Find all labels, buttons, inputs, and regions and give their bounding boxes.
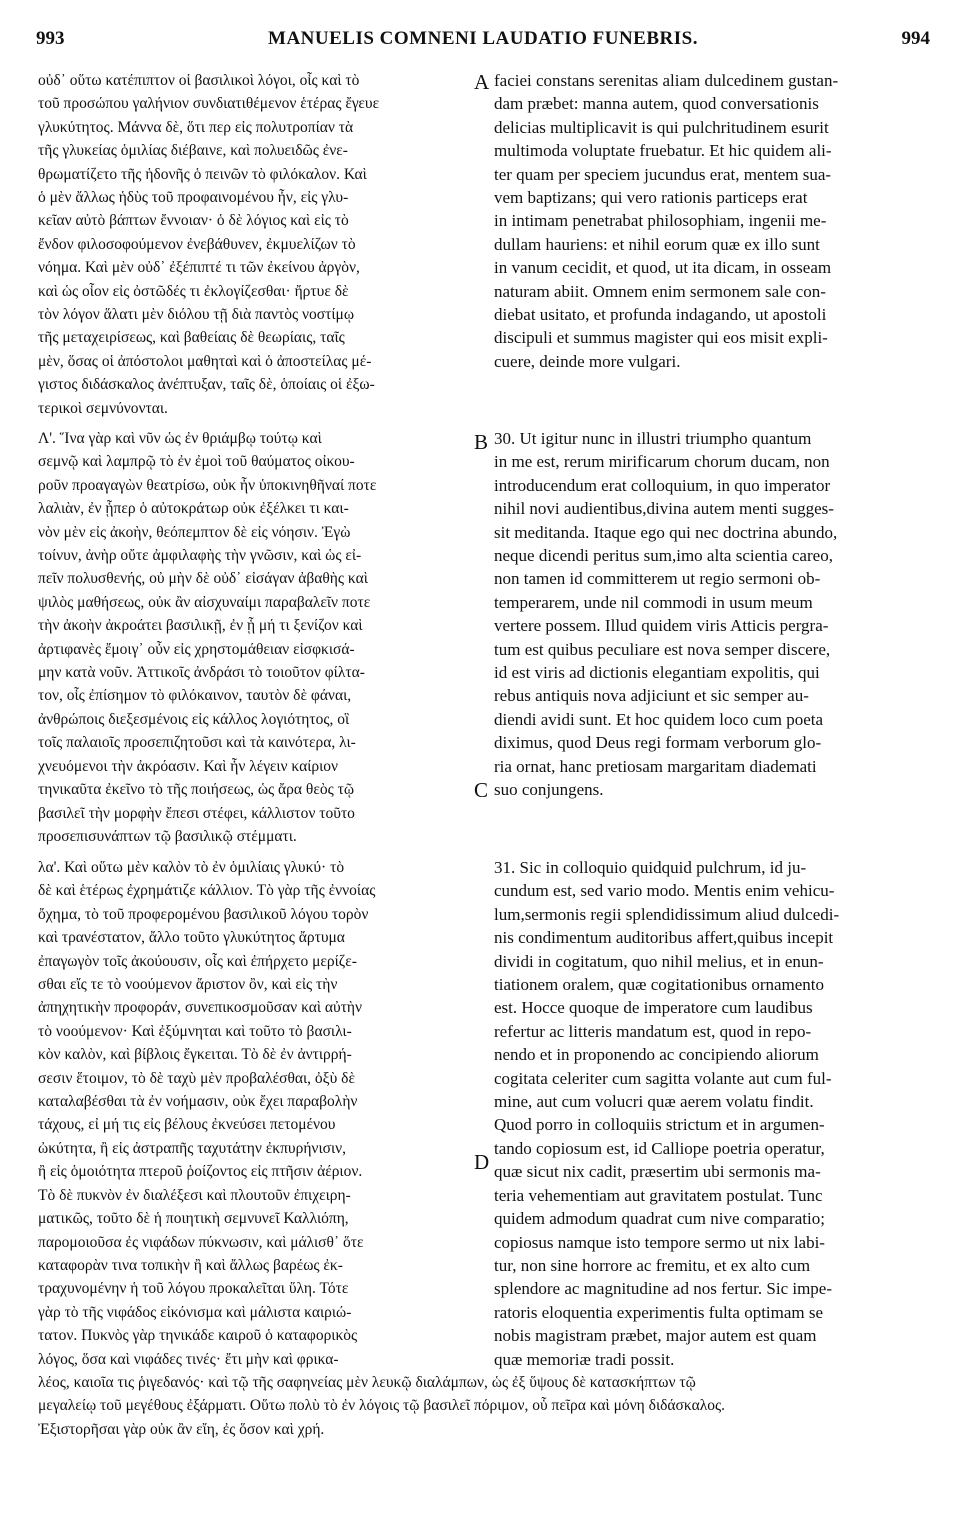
text-line: ἢ εἰς ὁμοιότητα πτεροῦ ῥοίζοντος εἰς πτῆσιν ἀέριον. xyxy=(38,1163,363,1181)
text-line: cuere, deinde more vulgari. xyxy=(494,351,681,371)
text-line: mine, aut cum volucri quæ aerem volatu findit. xyxy=(494,1092,814,1112)
text-line: λέος, καιοῖα τις ῥιγεδανός· καὶ τῷ τῆς σαφηνείας μὲν λευκῷ διαλάμπων, ὡς ἐξ ὕψους δὲ κατασκήπτων τῷ xyxy=(38,1374,696,1391)
text-line: quidem admodum quadrat cum nive comparatio; xyxy=(494,1209,825,1229)
text-line: dullam hauriens: et nihil eorum quæ ex illo sunt xyxy=(494,234,820,254)
text-line: Τὸ δὲ πυκνὸν ἐν διαλέξεσι καὶ πλουτοῦν ἐπιχειρη- xyxy=(38,1186,351,1204)
text-line: τῆς γλυκείας ὁμιλίας διέβαινε, καὶ πολυειδῶς ἐνε- xyxy=(38,142,348,160)
text-line: τηνικαῦτα ἐκεῖνο τὸ τῆς ποιήσεως, ὡς ἄρα θεὸς τῷ xyxy=(38,781,355,799)
text-line: rebus antiquis nova adjiciunt et sic semper au- xyxy=(494,686,809,706)
text-line: κεῖαν αὐτὸ βάπτων ἔννοιαν· ὁ δὲ λόγιος καὶ εἰς τὸ xyxy=(38,212,349,230)
text-line: τοίνυν, ἀνὴρ οὔτε ἀμφιλαφὴς τὴν γνῶσιν, καὶ ὡς εἰ- xyxy=(38,547,362,565)
text-line: naturam abiit. Omnem enim sermonem sale con- xyxy=(494,281,826,301)
text-line: τον, οἷς ἐπίσημον τὸ φιλόκαινον, ταυτὸν δὲ φάναι, xyxy=(38,687,352,705)
latin-column-1 xyxy=(494,69,930,373)
running-title: MANUELIS COMNENI LAUDATIO FUNEBRIS. xyxy=(268,28,698,49)
text-line: multimoda voluptate fruebatur. Et hic quidem ali- xyxy=(494,141,832,161)
text-line: est. Hocce quoque de imperatore cum laudibus xyxy=(494,998,813,1018)
text-line: βασιλεῖ τὴν μορφὴν ἔπεσι στέφει, κάλλιστον τοῦτο xyxy=(38,804,355,822)
text-line: diendi avidi sunt. Et hoc quidem loco cum poeta xyxy=(494,709,824,729)
text-line: ροῦν προαγαγὼν θεατρίσω, οὐκ ἦν ὑποκινηθῆναί ποτε xyxy=(38,476,377,494)
text-line: quæ sicut nix cadit, præsertim ubi sermonis ma- xyxy=(494,1162,821,1182)
text-line: splendore ac magnitudine ad nos fertur. Sic impe- xyxy=(494,1279,833,1299)
text-line: σθαι εἴς τε τὸ νοούμενον ἄριστον ὂν, καὶ εἰς τὴν xyxy=(38,976,338,994)
text-line: προσεπισυνάπτων τῷ βασιλικῷ στέμματι. xyxy=(38,827,297,845)
text-line: tur, non sine horrore ac fremitu, et ex alto cum xyxy=(494,1255,811,1275)
text-line: Quod porro in colloquiis strictum et in argumen- xyxy=(494,1115,825,1135)
text-line: dividi in cogitatum, quo nihil melius, et in enun- xyxy=(494,951,824,971)
text-line: τραχυνομένην ἡ τοῦ λόγου προκαλεῖται ὕλη. Τότε xyxy=(38,1280,349,1298)
greek-full-width-ending xyxy=(38,1371,930,1441)
text-line: γὰρ τὸ τῆς νιφάδος εἰκόνισμα καὶ μάλιστα καιριώ- xyxy=(38,1303,352,1321)
text-line: id est viris ad dictionis elegantiam expolitis, qui xyxy=(494,663,820,683)
text-line: Λ'. Ἵνα γὰρ καὶ νῦν ὡς ἐν θριάμβῳ τούτῳ καὶ xyxy=(38,430,322,447)
text-line: οὐδ᾽ οὕτω κατέπιπτον οἱ βασιλικοὶ λόγοι, οἷς καὶ τὸ xyxy=(38,72,360,89)
text-line: ὠκύτητα, ἢ εἰς ἀστραπῆς ταχυτάτην ἐκπυρήνισιν, xyxy=(38,1139,347,1157)
text-line: καταφορὰν τινα τοπικὴν ἢ καὶ ἄλλως βαρέως ἐκ- xyxy=(38,1256,343,1274)
margin-letter-d: D xyxy=(474,1150,490,1174)
text-line: παρομοιοῦσα ἐς νιφάδων πύκνωσιν, καὶ μάλισθ᾽ ὅτε xyxy=(38,1233,364,1251)
text-line: vem baptizans; qui vero rationis particeps erat xyxy=(494,188,808,208)
text-line: nis condimentum auditoribus affert,quibus incepit xyxy=(494,928,834,948)
page-number-left: 993 xyxy=(36,28,65,49)
text-line: copiosus namque isto tempore sermo ut nix labi- xyxy=(494,1232,825,1252)
text-line: νὸν μὲν εἰς ἀκοὴν, θεόπεμπτον δὲ εἰς νόησιν. Ἐγὼ xyxy=(38,523,351,541)
text-line: τοῖς παλαιοῖς προσεπιζητοῦσι καὶ τὰ καινότερα, λι- xyxy=(38,734,356,752)
text-line: μὲν, ὅσας οἱ ἀπόστολοι μαθηταὶ καὶ ὁ ἀποστείλας μέ- xyxy=(38,352,372,370)
latin-column-2 xyxy=(494,427,930,802)
text-line: τοῦ προσώπου γαλήνιον συνδιατιθέμενον ἑτέρας ἔγευε xyxy=(38,95,380,113)
margin-letter-b: B xyxy=(474,430,489,454)
text-line: σεσιν ἕτοιμον, τὸ δὲ ταχὺ μὲν προβαλέσθαι, ὀξὺ δὲ xyxy=(38,1069,355,1087)
latin-column-3 xyxy=(494,856,930,1371)
greek-column-1 xyxy=(38,69,472,420)
text-line: σεμνῷ καὶ λαμπρῷ τὸ ἐν ἐμοὶ τοῦ θαύματος οἰκου- xyxy=(38,453,355,471)
text-line: nobis magistram præbet, major autem est quam xyxy=(494,1326,817,1346)
text-line: δὲ καὶ ἑτέρως ἐχρημάτιζε κάλλιον. Τὸ γὰρ τῆς ἐννοίας xyxy=(38,882,376,900)
text-line: τῆς μεταχειρίσεως, καὶ βαθείαις δὲ θεωρίαις, ταῖς xyxy=(38,329,345,347)
text-line: non tamen id committerem ut regio sermoni ob- xyxy=(494,569,821,589)
text-line: tum est quibus peculiare est nova semper discere, xyxy=(494,639,831,659)
text-line: ἀρτιφανὲς ἔμοιγ᾽ οὖν εἰς χρηστομάθειαν εἰσφκισά- xyxy=(38,640,355,658)
text-line: τὴν ἀκοὴν ἀκροάτει βασιλικῇ, ἐν ᾗ μή τι ξενίζον καὶ xyxy=(38,617,363,635)
text-line: ὁ μὲν ἄλλως ἡδὺς τοῦ προφαινομένου ἦν, εἰς γλυ- xyxy=(38,189,349,207)
text-line: cogitata celeriter cum sagitta volante aut cum ful- xyxy=(494,1068,832,1088)
text-line: λαλιὰν, ἐν ᾗπερ ὁ αὐτοκράτωρ οὐκ ἐξέλκει τι και- xyxy=(38,500,349,518)
text-line: temperarem, unde nil commodi in usum meum xyxy=(494,592,813,612)
text-line: θρωματίζετο τῆς ἡδονῆς ὁ πεινῶν τὸ φιλόκαλον. Καὶ xyxy=(38,165,367,183)
text-line: μην κατὰ νοῦν. Ἀττικοῖς ἀνδράσι τὸ τοιοῦτον φίλτα- xyxy=(38,664,365,682)
text-line: καὶ ὡς οἷον εἰς ὀστῶδές τι ἐκλογίζεσθαι· ἤρτυε δὲ xyxy=(38,282,349,300)
text-line: ter quam per speciem jucundus erat, mentem sua- xyxy=(494,164,832,184)
text-line: τερικοὶ σεμνύνονται. xyxy=(38,399,168,417)
text-line: ratoris eloquentia experimentis fulta optimam se xyxy=(494,1302,824,1322)
text-line: in me est, rerum mirificarum chorum ducam, non xyxy=(494,452,830,472)
text-line: τὸν λόγον ἅλατι μὲν διόλου τῇ διὰ παντὸς νοστίμῳ xyxy=(38,306,355,324)
text-line: tiationem oralem, quæ cogitationibus ornamento xyxy=(494,975,825,995)
text-line: λα'. Καὶ οὕτω μὲν καλὸν τὸ ἐν ὁμιλίαις γλυκύ· τὸ xyxy=(38,859,345,876)
text-line: ψιλὸς μαθήσεως, οὐκ ἂν αἰσχυναίμι παραβαλεῖν ποτε xyxy=(38,593,371,611)
text-line: discipuli et summus magister qui eos misit expli- xyxy=(494,328,828,348)
text-line: nihil novi audientibus,divina autem menti sugges- xyxy=(494,499,834,519)
page-header xyxy=(36,28,930,64)
text-line: nendo et in proponendo ac concipiendo aliorum xyxy=(494,1045,819,1065)
text-line: 31. Sic in colloquio quidquid pulchrum, id ju- xyxy=(494,858,807,877)
text-line: ἐπαγωγὸν τοῖς ἀκούουσιν, οἷς καὶ ἐπήρχετο μερίζε- xyxy=(38,952,357,970)
text-line: κὸν καλὸν, καὶ βίβλοις ἔγκειται. Τὸ δὲ ἐν ἀντιρρή- xyxy=(38,1046,352,1064)
text-line: suo conjungens. xyxy=(494,780,604,800)
margin-letter-c: C xyxy=(474,778,489,802)
text-line: diximus, quod Deus regi formam verborum glo- xyxy=(494,733,822,753)
text-line: vertere possem. Illud quidem viris Atticis pergra- xyxy=(494,616,829,636)
text-line: καταλαβέσθαι τὰ ἐν νοήμασιν, οὐκ ἔχει παραβολὴν xyxy=(38,1093,358,1111)
greek-column-3 xyxy=(38,856,472,1371)
text-line: faciei constans serenitas aliam dulcedinem gustan- xyxy=(494,71,839,90)
text-line: introducendum erat colloquium, in quo imperator xyxy=(494,475,831,495)
text-line: quæ memoriæ tradi possit. xyxy=(494,1349,675,1369)
text-line: τάχους, εἰ μή τις εἰς βέλους ἐκνεύσει πετομένου xyxy=(38,1116,336,1134)
text-line: delicias multiplicavit is qui pulchritudinem esurit xyxy=(494,117,829,137)
text-line: μεγαλείῳ τοῦ μεγέθους ἐξάρματι. Οὕτω πολὺ τὸ ἐν λόγοις τῷ βασιλεῖ πόριμον, οὗ πεῖρα καὶ μόνη διδάσκαλος. xyxy=(38,1397,725,1415)
text-line: sit meditanda. Itaque ego qui nec doctrina abundo, xyxy=(494,522,838,542)
text-line: νόημα. Καὶ μὲν οὐδ᾽ ἐξέπιπτέ τι τῶν ἐκείνου ἀργὸν, xyxy=(38,259,360,277)
text-line: ὄχημα, τὸ τοῦ προφερομένου βασιλικοῦ λόγου τορὸν xyxy=(38,905,369,923)
text-line: ἔνδον φιλοσοφούμενον ἐνεβάθυνεν, ἐκμυελίζων τὸ xyxy=(38,235,356,253)
text-line: χνευόμενοι τὴν ἀκρόασιν. Καὶ ἦν λέγειν καίριον xyxy=(38,757,339,775)
text-line: dam præbet: manna autem, quod conversationis xyxy=(494,94,819,114)
text-line: diebat usitato, et profunda indagando, ut apostoli xyxy=(494,305,827,325)
text-line: ἀνθρώποις διεξεσμένοις εἰς κάλλος λογιότητος, οἳ xyxy=(38,710,350,728)
text-line: πεῖν πολυσθενής, οὐ μὴν δὲ οὐδ᾽ εἰσάγαν ἀβαθὴς καὶ xyxy=(38,570,368,588)
text-line: neque dicendi peritus sum,imo alta scientia careo, xyxy=(494,546,833,566)
text-line: καὶ τρανέστατον, ἄλλο τοῦτο γλυκύτητος ἄρτυμα xyxy=(38,929,345,947)
text-line: ἀπηχητικὴν προφοράν, συνεπικοσμοῦσαν καὶ αὐτὴν xyxy=(38,999,363,1017)
margin-letter-a: A xyxy=(474,70,490,94)
text-line: cundum est, sed vario modo. Mentis enim vehicu- xyxy=(494,881,835,901)
text-line: γιστος διδάσκαλος ἀνέπτυξαν, ταῖς δὲ, ὁποίαις οἱ ἐξω- xyxy=(38,376,375,394)
text-line: teria vehementiam aut gravitatem postulat. Tunc xyxy=(494,1185,823,1205)
text-line: in intimam penetrabat philosophiam, ingenii me- xyxy=(494,211,827,231)
page-number-right: 994 xyxy=(901,28,930,49)
text-line: ria ornat, hanc pretiosam margaritam diademati xyxy=(494,756,817,776)
text-line: τὸ νοούμενον· Καὶ ἐξύμνηται καὶ τοῦτο τὸ βασιλι- xyxy=(38,1022,352,1040)
text-line: in vanum cecidit, et quod, ut ita dicam, in osseam xyxy=(494,258,832,278)
text-line: ματικῶς, τοῦτο δὲ ἡ ποιητικὴ σεμνυνεῖ Καλλιόπη, xyxy=(38,1210,349,1228)
text-line: λόγος, ὅσα καὶ νιφάδες τινές· ἔτι μὴν καὶ φρικα- xyxy=(38,1350,339,1368)
text-line: Ἐξιστορῆσαι γὰρ οὐκ ἂν εἴη, ἐς ὅσον καὶ χρή. xyxy=(38,1420,325,1438)
text-line: 30. Ut igitur nunc in illustri triumpho quantum xyxy=(494,429,812,448)
text-line: lum,sermonis regii splendidissimum aliud dulcedi- xyxy=(494,904,840,924)
text-line: γλυκύτητος. Μάννα δὲ, ὅτι περ εἰς πολυτροπίαν τὰ xyxy=(38,118,354,136)
text-line: refertur ac litteris mandatum est, quod in repo- xyxy=(494,1021,812,1041)
text-line: tando copiosum est, id Calliope poetria operatur, xyxy=(494,1138,825,1158)
greek-column-2 xyxy=(38,427,472,848)
text-line: τατον. Πυκνὸς γὰρ τηνικάδε καιροῦ ὁ καταφορικὸς xyxy=(38,1327,358,1345)
